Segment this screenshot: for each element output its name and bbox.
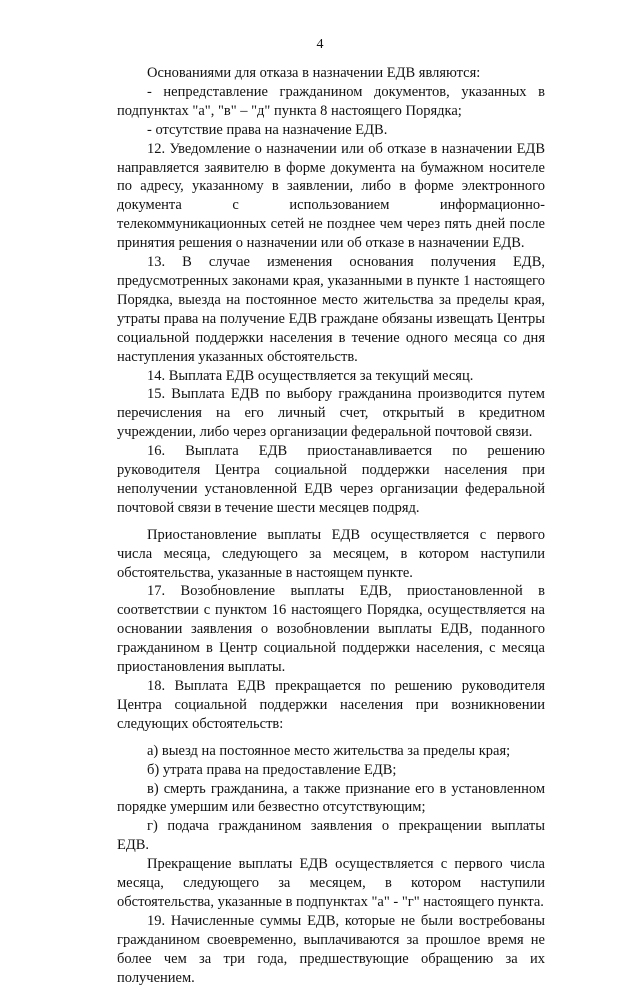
paragraph-18-item-a: а) выезд на постоянное место жительства за пределы края;	[147, 742, 511, 759]
paragraph-12: 12. Уведомление о назначении или об отказе в назначении ЕДВ направляется заявителю в форме документа на бумажном носителе по адресу, указанному в заявлении, либо в форме электронного документа с использованием информационно-телекоммуникационных сетей не позднее чем через пять дней после принятия решения о назначении или об отказе в назначении ЕДВ.	[117, 140, 545, 252]
paragraph-18-item-v: в) смерть гражданина, а также признание его в установленном порядке умершим или безвестно отсутствующим;	[117, 780, 545, 816]
paragraph-19: 19. Начисленные суммы ЕДВ, которые не были востребованы гражданином своевременно, выплачиваются за прошлое время не более чем за три года, предшествующие обращению за их получением.	[117, 912, 545, 986]
paragraph-18: 18. Выплата ЕДВ прекращается по решению руководителя Центра социальной поддержки населения при возникновении следующих обстоятельств:	[117, 678, 545, 732]
page-number: 4	[316, 37, 324, 52]
paragraph-14: 14. Выплата ЕДВ осуществляется за текущий месяц.	[147, 367, 474, 384]
paragraph-15: 15. Выплата ЕДВ по выбору гражданина производится путем перечисления на его личный счет, открытый в кредитном учреждении, либо через организации федеральной почтовой связи.	[117, 386, 545, 441]
paragraph-13: 13. В случае изменения основания получения ЕДВ, предусмотренных законами края, указанными в пункте 1 настоящего Порядка, выезда на постоянное место жительства за пределы края, утраты права на получение ЕДВ граждане обязаны извещать Центры социальной поддержки населения в течение одного месяца со дня наступления указанных обстоятельств.	[117, 254, 545, 365]
paragraph-refusal-item-documents: - непредставление гражданином документов, указанных в подпунктах "а", "в" – "д" пункта 8 настоящего Порядка;	[117, 83, 545, 119]
paragraph-refusal-grounds: Основаниями для отказа в назначении ЕДВ являются:	[147, 65, 481, 81]
paragraph-17: 17. Возобновление выплаты ЕДВ, приостановленной в соответствии с пунктом 16 настоящего Порядка, осуществляется на основании заявления о возобновлении выплаты ЕДВ, поданного гражданином в Центр социальной поддержки населения, с месяца приостановления выплаты.	[117, 583, 545, 676]
paragraph-18-termination: Прекращение выплаты ЕДВ осуществляется с первого числа месяца, следующего за месяцем, в котором наступили обстоятельства, указанные в подпунктах "а" - "г" настоящего пункта.	[117, 856, 545, 910]
document-body	[117, 64, 545, 988]
paragraph-16: 16. Выплата ЕДВ приостанавливается по решению руководителя Центра социальной поддержки населения при неполучении установленной ЕДВ через организации федеральной почтовой связи в течение шести месяцев подряд.	[117, 443, 545, 516]
paragraph-16-suspension: Приостановление выплаты ЕДВ осуществляется с первого числа месяца, следующего за месяцем, в котором наступили обстоятельства, указанные в настоящем пункте.	[117, 526, 545, 581]
paragraph-18-item-b: б) утрата права на предоставление ЕДВ;	[147, 761, 397, 778]
paragraph-refusal-item-no-right: - отсутствие права на назначение ЕДВ.	[147, 121, 388, 138]
paragraph-18-item-g: г) подача гражданином заявления о прекращении выплаты ЕДВ.	[117, 818, 545, 854]
